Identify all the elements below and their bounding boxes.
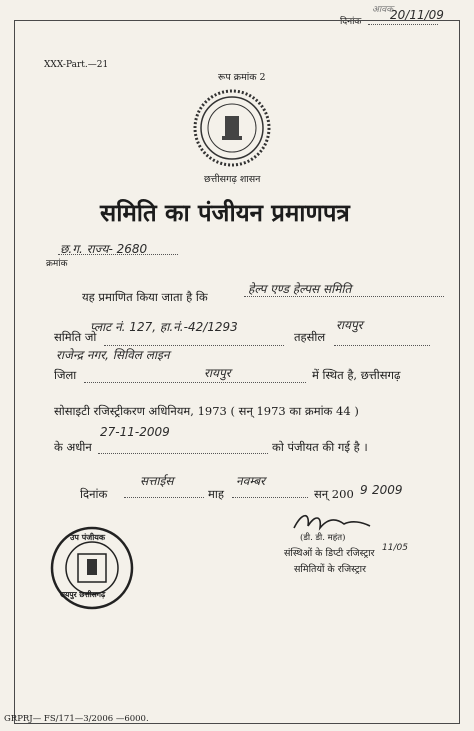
month-label: माह	[208, 487, 224, 501]
emblem-caption: छत्तीसगढ़ शासन	[204, 174, 261, 185]
certificate-title: समिति का पंजीयन प्रमाणपत्र	[100, 198, 350, 227]
plot-text: प्लाट नं. 127, हा.नं.-42/1293	[90, 320, 238, 334]
seal-bottom-text: रायपुर छत्तीसगढ़	[60, 590, 106, 599]
registered-text: को पंजीयत की गई है ।	[272, 440, 368, 454]
samiti-label: समिति जो	[54, 330, 97, 344]
state-emblem-icon	[192, 88, 272, 168]
year-suffix: 2009	[372, 483, 403, 497]
tehsil-label: तहसील	[294, 330, 326, 344]
certify-text: यह प्रमाणित किया जाता है कि	[82, 290, 208, 304]
registration-date-line	[98, 453, 268, 454]
registration-line	[58, 254, 178, 255]
signatory-title-2: समितियों के रजिस्ट्रार	[294, 564, 366, 575]
society-name: हेल्प एण्ड हेल्पस समिति	[248, 282, 352, 296]
tehsil-line	[334, 345, 430, 346]
year-value: 9	[360, 483, 368, 497]
act-text: सोसाइटी रजिस्ट्रीकरण अधिनियम, 1973 ( सन् 1973 का क्रमांक 44 )	[54, 404, 359, 418]
footer-print-code: GRPRJ— FS/171—3/2006 —6000.	[4, 714, 149, 724]
year-label: सन् 200	[314, 487, 354, 501]
date-day-line	[124, 497, 204, 498]
date-label: दिनांक	[80, 487, 108, 501]
registration-label: क्रमांक	[46, 259, 68, 269]
form-number: रूप क्रमांक 2	[218, 72, 266, 83]
registration-date: 27-11-2009	[100, 425, 170, 439]
district-label: जिला	[54, 368, 77, 382]
seal-top-text: उप पंजीयक	[70, 532, 106, 542]
date-day-value: सत्ताईस	[140, 474, 174, 488]
inward-stamp-text: आवक	[372, 5, 394, 15]
society-name-line	[244, 296, 444, 297]
registration-number: छ.ग. राज्य- 2680	[60, 242, 148, 256]
district-value: रायपुर	[204, 366, 231, 380]
tehsil-value: रायपुर	[336, 318, 363, 332]
top-date-value: 20/11/09	[390, 8, 444, 22]
signature-mark-icon	[292, 510, 372, 534]
signatory-title-1: संस्थिओं के डिप्टी रजिस्ट्रार	[284, 548, 375, 559]
located-text: में स्थित है, छत्तीसगढ़	[312, 368, 401, 382]
month-value: नवम्बर	[236, 474, 265, 488]
address-line: राजेन्द्र नगर, सिविल लाइन	[56, 348, 170, 362]
district-line	[84, 382, 306, 383]
form-code: XXX-Part.—21	[44, 60, 109, 70]
under-label: के अधीन	[54, 440, 92, 454]
signatory-name: (डी. डी. महंत)	[300, 533, 346, 543]
top-date-label: दिनांक	[340, 17, 362, 27]
signature-date: 11/05	[382, 543, 408, 553]
month-line	[232, 497, 308, 498]
